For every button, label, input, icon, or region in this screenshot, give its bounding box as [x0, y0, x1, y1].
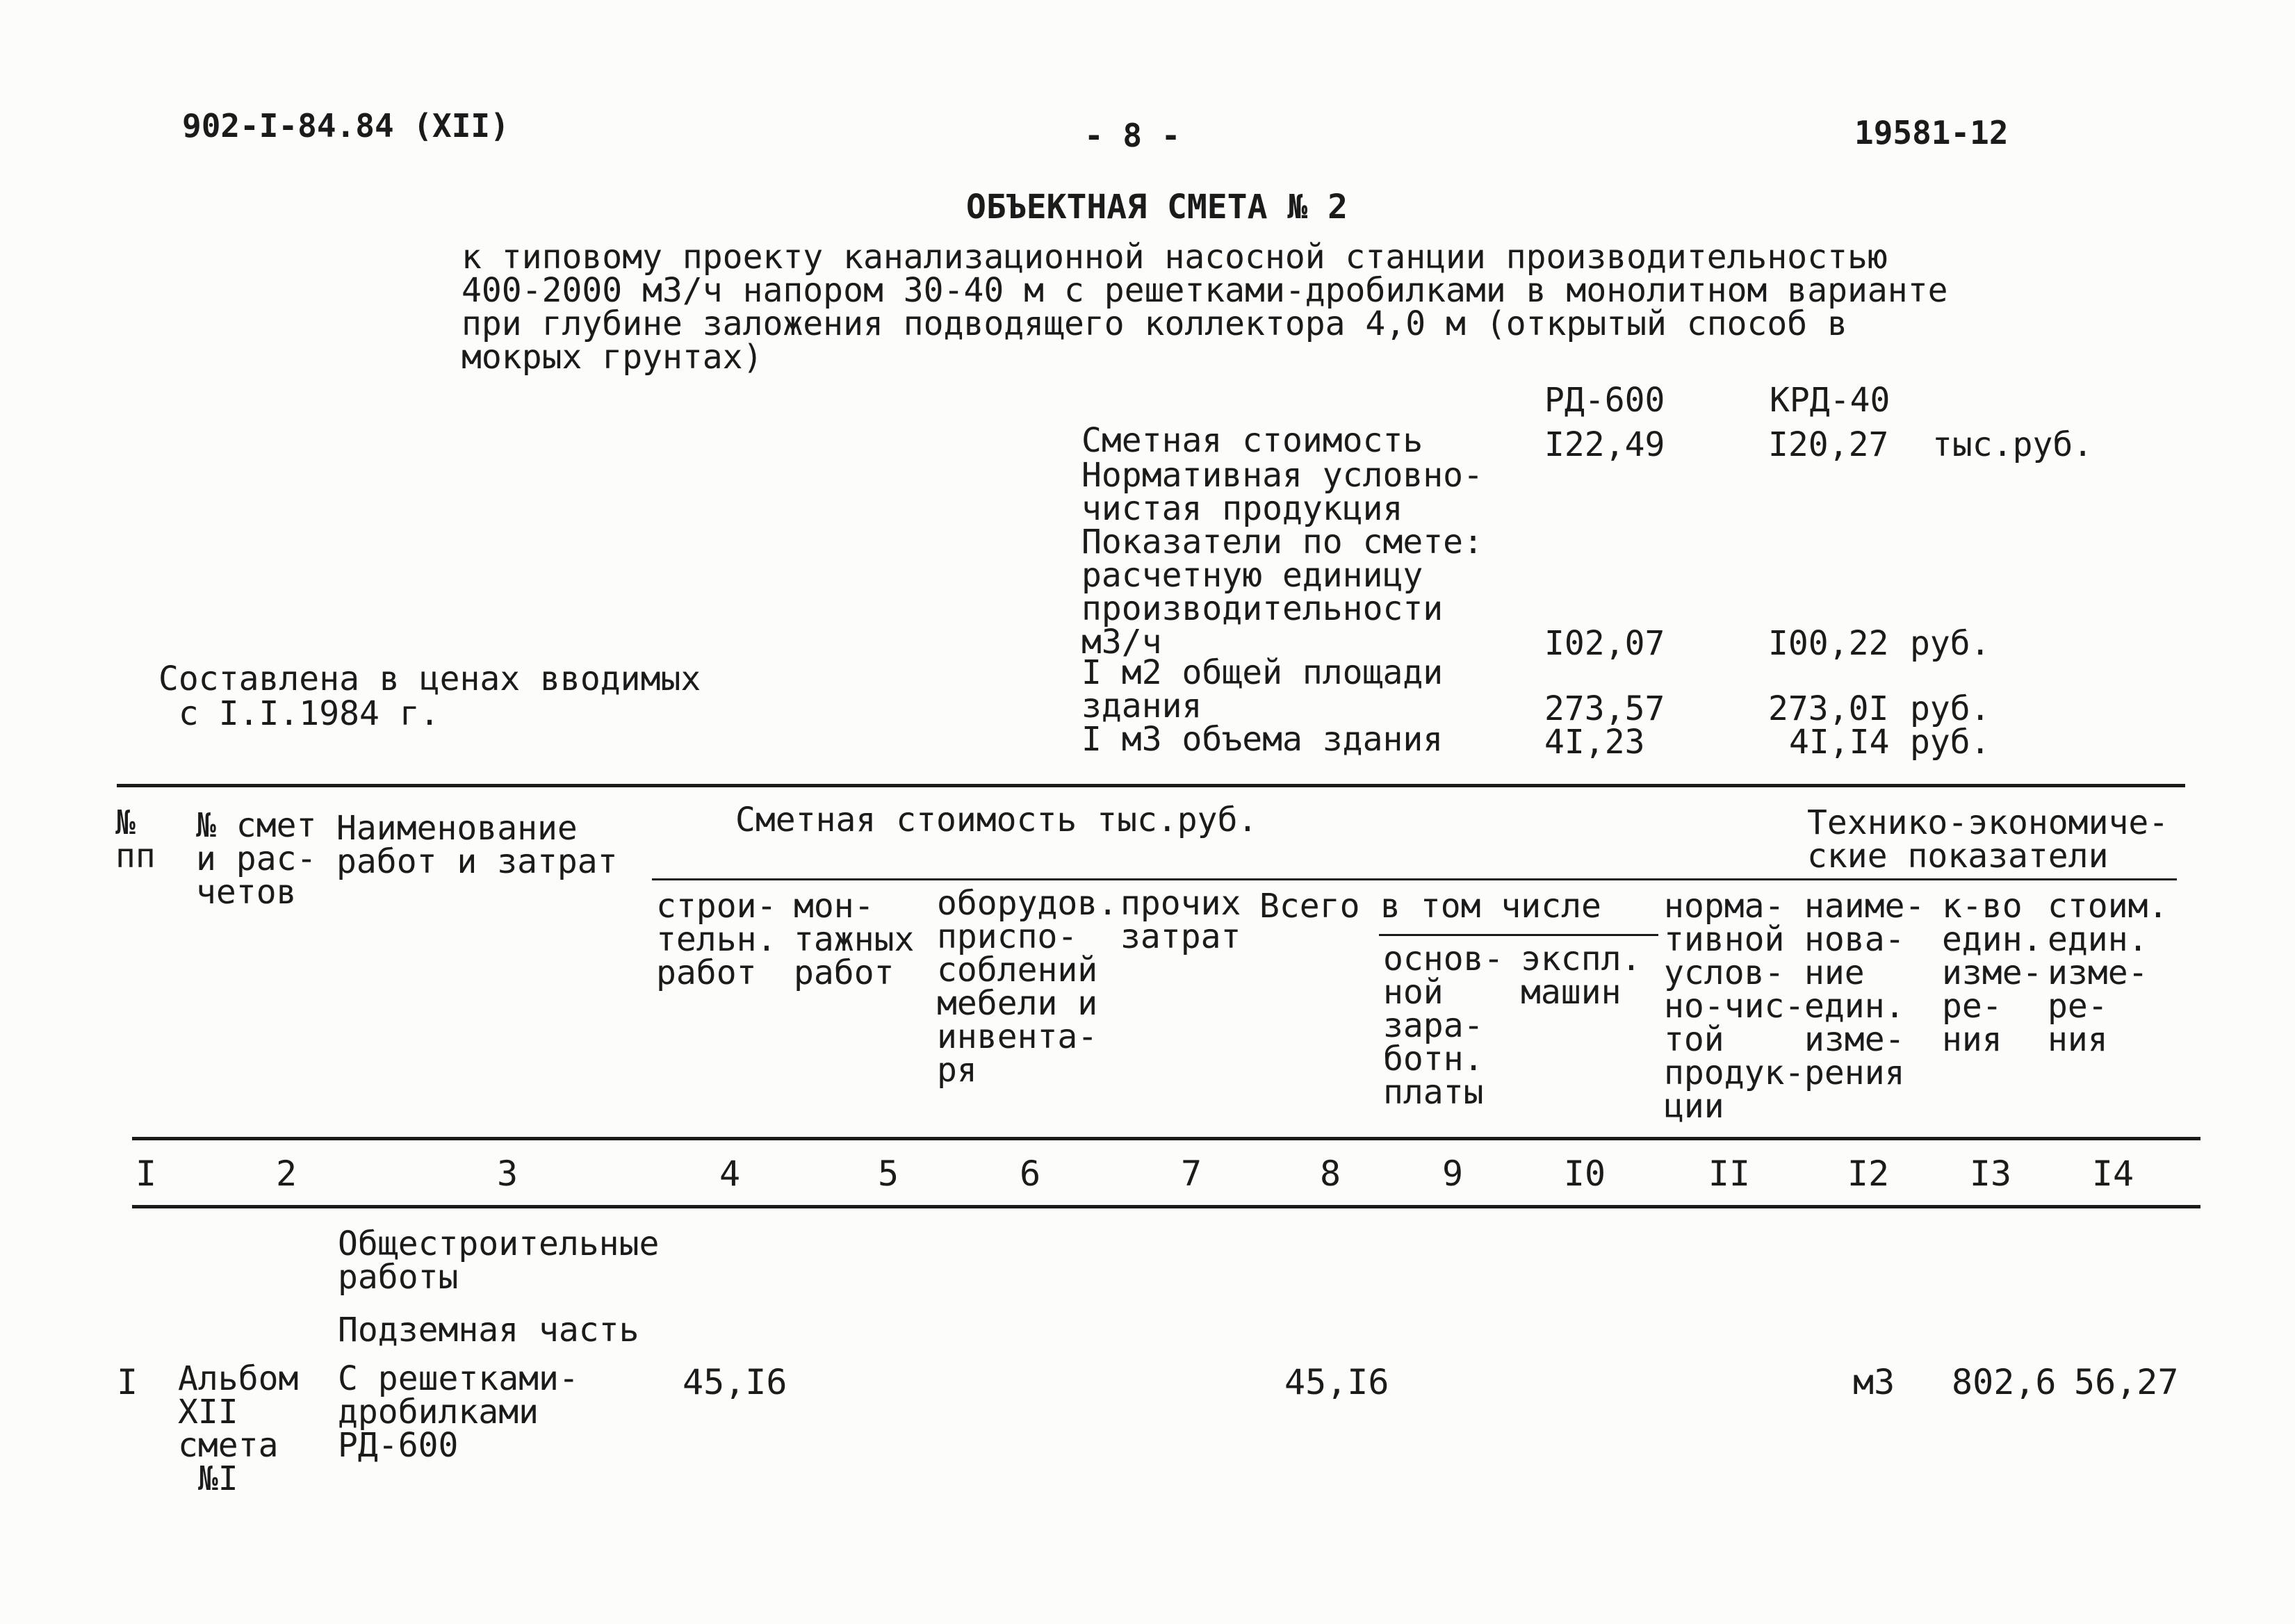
summary-col-rd: РД-600	[1544, 381, 1665, 420]
summary-label-capacity: Показатели по смете: расчетную единицу производительности м3/ч	[1081, 523, 1483, 662]
summary-capacity-unit: руб.	[1910, 624, 1991, 663]
column-number: I4	[2091, 1154, 2134, 1194]
header-normative-product: норма- тивной услов- но-чис- той продук- ции	[1664, 887, 1805, 1126]
row-work-name: С решетками- дробилками РД-600	[338, 1359, 579, 1465]
summary-label-volume: I м3 объема здания	[1081, 720, 1444, 759]
column-number: II	[1708, 1154, 1751, 1194]
header-machine-operation: экспл. машин	[1521, 940, 1642, 1012]
summary-cost-krd: I20,27	[1768, 425, 1889, 464]
header-work-name: Наименование работ и затрат	[336, 809, 618, 881]
row-construction-cost: 45,I6	[683, 1362, 787, 1402]
header-tech-group: Технико-экономиче- ские показатели	[1807, 803, 2169, 876]
row-unit-cost: 56,27	[2074, 1362, 2179, 1402]
row-unit-quantity: 802,6	[1952, 1362, 2057, 1402]
summary-area-rd: 273,57	[1544, 689, 1665, 728]
header-total: Всего	[1259, 887, 1360, 926]
column-number: 4	[719, 1154, 741, 1194]
prices-note: Составлена в ценах вводимых с I.I.1984 г.	[158, 659, 701, 734]
column-numbers-bottom-rule	[132, 1205, 2200, 1208]
sheet-number: 19581-12	[1854, 114, 2009, 151]
header-cost-group: Сметная стоимость тыс.руб.	[735, 801, 1258, 839]
row-number: I	[117, 1362, 138, 1402]
summary-capacity-rd: I02,07	[1544, 624, 1665, 663]
document-subtitle: к типовому проекту канализационной насосной станции производительностью 400-2000 м3/ч напором 30-40 м с решетками-дробилками в монолитном варианте при глубине заложения подводящего коллектора 4,0 м (открытый способ в мокрых грунтах)	[462, 238, 1948, 377]
header-construction-works: строи- тельн. работ	[656, 887, 777, 992]
summary-volume-rd: 4I,23	[1544, 723, 1645, 762]
header-unit-cost: стоим. един. изме- ре- ния	[2048, 887, 2169, 1059]
column-number: 3	[496, 1154, 518, 1194]
document-code: 902-I-84.84 (XII)	[182, 107, 509, 145]
subsection-heading: Подземная часть	[338, 1311, 639, 1350]
document-title: ОБЪЕКТНАЯ СМЕТА № 2	[966, 188, 1348, 227]
summary-cost-rd: I22,49	[1544, 425, 1665, 464]
summary-capacity-krd: I00,22	[1768, 624, 1889, 663]
summary-col-krd: КРД-40	[1770, 381, 1890, 420]
column-number: 8	[1319, 1154, 1341, 1194]
summary-volume-krd: 4I,I4	[1789, 723, 1890, 762]
header-base-wages: основ- ной зара- ботн. платы	[1383, 940, 1504, 1112]
summary-label-area: I м2 общей площади здания	[1081, 653, 1444, 725]
column-number: I3	[1969, 1154, 2012, 1194]
column-number: 9	[1441, 1154, 1464, 1194]
summary-volume-unit: руб.	[1910, 723, 1991, 762]
header-mounting-works: мон- тажных работ	[794, 887, 915, 992]
including-rule	[1379, 934, 1658, 936]
column-number: 5	[877, 1154, 899, 1194]
header-item-number: № пп	[115, 803, 156, 876]
header-equipment: оборудов. приспо- соблений мебели и инвента- ря	[937, 884, 1118, 1090]
header-unit-name: наиме- нова- ние един. изме- рения	[1804, 887, 1925, 1092]
header-unit-quantity: к-во един. изме- ре- ния	[1942, 887, 2043, 1059]
header-other-costs: прочих затрат	[1120, 884, 1241, 956]
row-total-cost: 45,I6	[1284, 1362, 1389, 1402]
page-number: - 8 -	[1084, 117, 1181, 154]
header-including: в том числе	[1380, 887, 1601, 926]
row-unit-name: м3	[1853, 1362, 1895, 1402]
summary-area-krd: 273,0I	[1768, 689, 1889, 728]
subheader-rule	[652, 878, 2177, 880]
row-estimate-reference: Альбом XII смета №I	[178, 1359, 299, 1498]
column-number: I	[135, 1154, 157, 1194]
column-number: 7	[1180, 1154, 1202, 1194]
column-numbers-top-rule	[132, 1137, 2200, 1140]
section-heading: Общестроительные работы	[338, 1224, 660, 1297]
summary-label-cost: Сметная стоимость	[1081, 421, 1423, 460]
column-number: 2	[275, 1154, 297, 1194]
summary-label-norm: Нормативная условно- чистая продукция	[1081, 456, 1483, 528]
header-estimate-number: № смет и рас- четов	[196, 806, 317, 912]
table-top-rule	[117, 784, 2185, 787]
summary-area-unit: руб.	[1910, 689, 1991, 728]
column-number: I0	[1563, 1154, 1606, 1194]
column-number: I2	[1847, 1154, 1890, 1194]
summary-cost-unit: тыс.руб.	[1932, 425, 2093, 464]
column-number: 6	[1019, 1154, 1041, 1194]
